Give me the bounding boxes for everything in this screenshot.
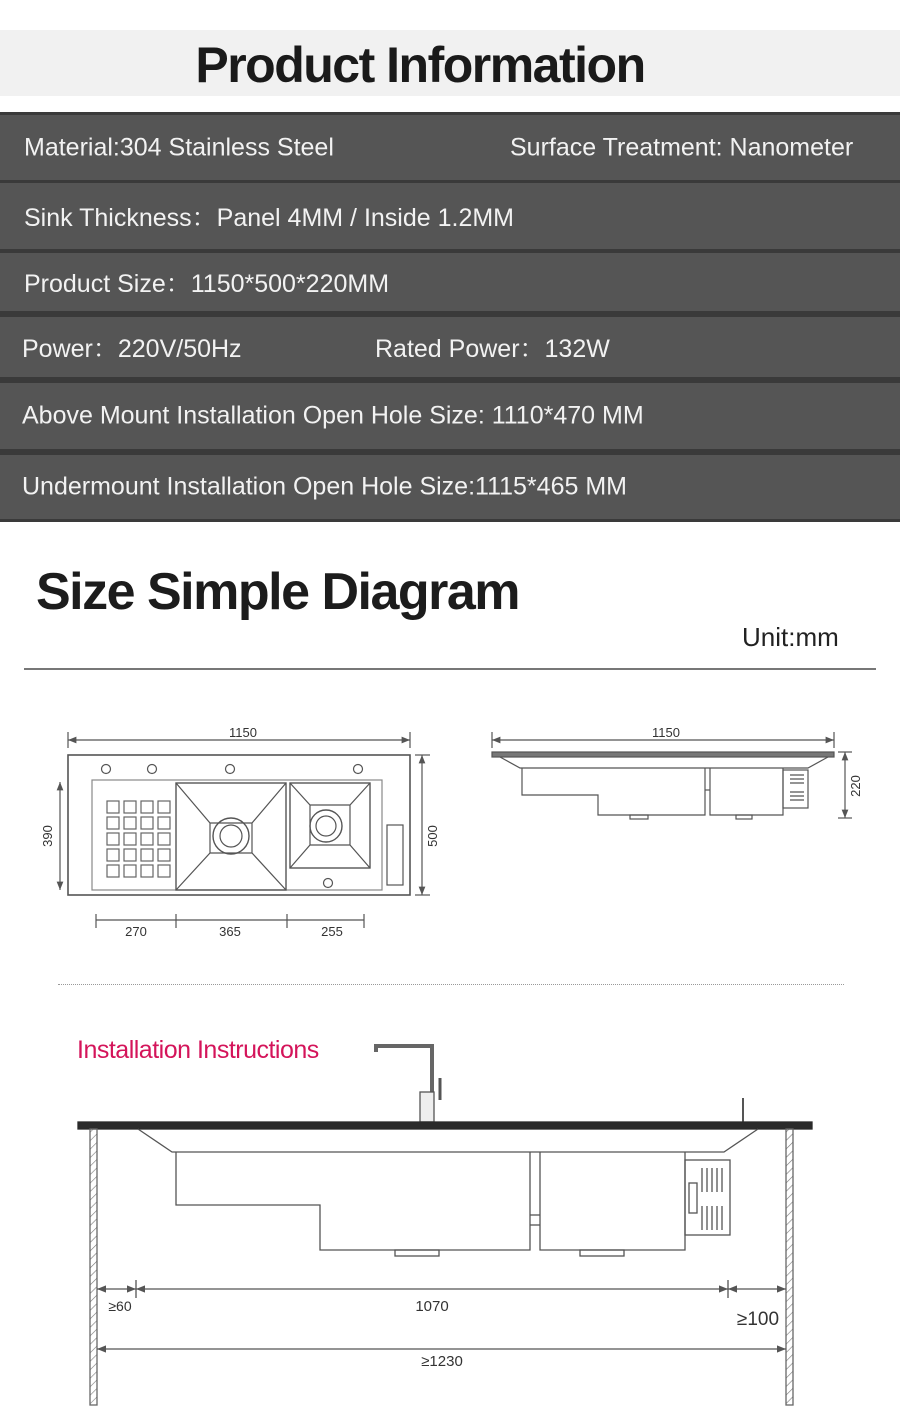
installation-title: Installation Instructions (77, 1036, 319, 1064)
undermount-text: Undermount Installation Open Hole Size:1115*465 MM (22, 472, 627, 501)
unit-label: Unit:mm (742, 622, 839, 652)
seg1-label: 270 (125, 924, 147, 939)
surface-text: Surface Treatment: Nanometer (510, 133, 854, 162)
seg3-label: 255 (321, 924, 343, 939)
top-width-label: 1150 (229, 725, 257, 740)
keypad-grid (107, 801, 170, 877)
diagram-title: Size Simple Diagram (36, 563, 520, 621)
side-view-drawing (492, 732, 852, 819)
top-height-left-label: 390 (40, 825, 55, 847)
thickness-text: Sink Thickness：Panel 4MM / Inside 1.2MM (24, 204, 515, 232)
side-height-label: 220 (848, 775, 863, 797)
above-mount-text: Above Mount Installation Open Hole Size: 1110*470 MM (22, 401, 644, 430)
page-title: Product Information (195, 37, 645, 93)
seg2-label: 365 (219, 924, 241, 939)
size-text: Product Size：1150*500*220MM (24, 270, 390, 298)
power-text: Power：220V/50Hz (22, 335, 242, 363)
side-width-label: 1150 (652, 725, 680, 740)
total-width-label: ≥1230 (421, 1353, 463, 1370)
top-view-drawing (60, 732, 430, 928)
left-gap-label: ≥60 (108, 1298, 132, 1314)
rated-power-text: Rated Power：132W (375, 335, 610, 363)
top-height-right-label: 500 (425, 825, 440, 847)
installation-drawing (78, 1046, 812, 1405)
sink-width-label: 1070 (415, 1298, 449, 1315)
section-divider (58, 984, 844, 985)
material-text: Material:304 Stainless Steel (24, 133, 334, 162)
right-gap-label: ≥100 (736, 1309, 780, 1330)
